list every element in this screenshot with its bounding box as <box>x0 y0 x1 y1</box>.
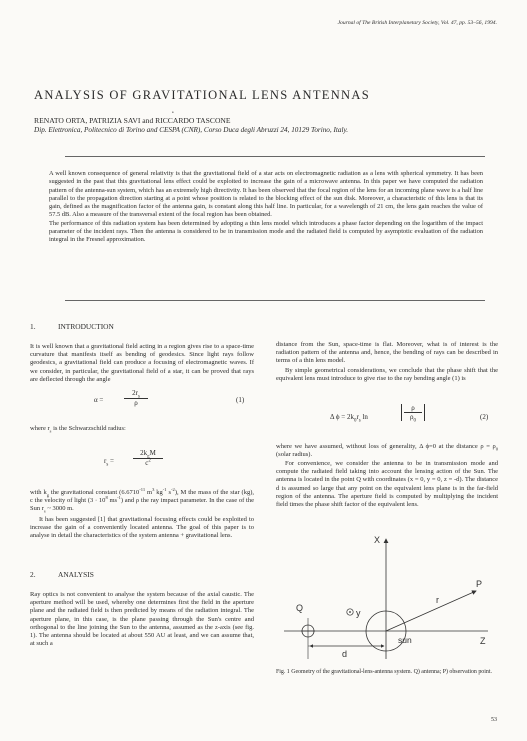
constants-text-6: ), M the mass of the star (kg), c the velocity of light (3 · 10 <box>30 489 254 505</box>
equation-rs-numerator-sub: g <box>147 454 150 460</box>
r-vector-label: r <box>436 595 439 605</box>
article-title: ANALYSIS OF GRAVITATIONAL LENS ANTENNAS <box>34 88 370 102</box>
right-paragraph-3-sub: 0 <box>495 446 498 452</box>
section-1-number: 1. <box>30 322 36 331</box>
r-vector <box>386 591 476 631</box>
constants-sup-2: 3 <box>152 486 155 492</box>
equation-2-mid-sub: s <box>358 418 361 424</box>
constants-sup-5: 8 <box>105 495 108 501</box>
equation-2-ln: ln <box>360 413 368 421</box>
equation-rs-denominator: c <box>145 459 149 468</box>
abstract-paragraph-2: The performance of this radiation system has been determined by adopting a thin lens model which introduces a phase factor depending on the logarithm of the impact parameter of the incident rays. Then the antenna is considered to be in transmission mode and the radiated field is computed by asymptotic evaluation of the radiation integral in the Fresnel approximation. <box>49 219 483 243</box>
right-paragraph-3-rest: (solar radius). <box>276 451 313 459</box>
equation-2-mid: r <box>356 413 359 421</box>
abstract-bottom-rule <box>65 300 485 301</box>
intro-paragraph-4: It has been suggested [1] that gravitational focusing effects could be exploited to increase the gain of a conveniently located antenna. The goal of this paper is to analyse in detail the characteristics of the system antenna + gravitational lens. <box>30 516 254 540</box>
constants-sup-3: -1 <box>162 486 167 492</box>
equation-rs-equals: = <box>110 457 114 465</box>
equation-1-numerator-sub: s <box>137 394 140 400</box>
figure-1-diagram <box>276 533 494 663</box>
y-axis-label: y <box>356 608 361 618</box>
right-paragraph-1: distance from the Sun, space-time is flat. Moreover, what is of interest is the radiation pattern of the antenna and, hence, the bending of rays can be described in terms of a thin lens model. <box>276 341 498 365</box>
article-affiliation: Dip. Elettronica, Politecnico di Torino and CESPA (CNR), Corso Duca degli Abruzzi 24, 10129 Torino, Italy. <box>34 126 349 134</box>
constants-text-7: ms <box>107 497 118 505</box>
intro-paragraph-1: It is well known that a gravitational field acting in a region gives rise to a space-time curvature that manifests itself as bending of geodesics. Since light rays follow geodesics, a gravitational field can produce a focusing of electromagnetic waves. If we consider, in particular, the gravitational field of a star, it can be proved that rays are deflected through the angle <box>30 343 254 383</box>
schwarzschild-text: where r <box>30 425 50 432</box>
constants-paragraph <box>30 486 254 514</box>
equation-1-lhs: α = <box>94 396 104 404</box>
section-1-heading <box>30 322 114 331</box>
abstract-paragraph-1: A well known consequence of general relativity is that the gravitational field of a star acts on electromagnetic radiation as a lens with spherical symmetry. It has been suggested in the past that this gravitational lens effect could be exploited to increase the gain of a microwave antenna. In this paper we have computed the radiation pattern of the antenna-sun system, which has an extremely high directivity. It has been observed that the focal region of the lens for an incoming plane wave is a half line parallel to the propagation direction starting at a point whose position is related to the blocking effect of the sun disk. Moreover, a characteristic of this lens is that its gain, defined as the magnification factor of the antenna gain, is constant along this half line. In particular, for a wavelength of 21 cm, the lens gain reaches the value of 57.5 dB. Also a measure of the transversal extent of the focal region has been obtained. <box>49 170 483 219</box>
constants-text-8: ) and ρ the ray impact parameter. In the case of the Sun r <box>30 497 254 513</box>
constants-sup-6: -1 <box>117 495 121 501</box>
right-paragraph-4: For convenience, we consider the antenna to be in transmission mode and compute the radiated field taking into account the lensing action of the Sun. The antenna is located in the point Q with coordinates (x = 0, y = 0, z = -d). The distance d is assumed so large that any point on the equivalent lens plane is in the far-field region of the antenna. The aperture field is computed by multiplying the incident field times the phase shift factor of the equivalent lens. <box>276 460 498 509</box>
equation-rs-fraction <box>133 449 163 467</box>
equation-1-tag: (1) <box>236 396 245 404</box>
y-axis-dot <box>349 611 351 613</box>
constants-text-4: kg <box>154 489 163 496</box>
schwarzschild-sub: s <box>49 428 52 434</box>
abstract <box>49 170 483 244</box>
right-paragraph-3 <box>276 443 498 459</box>
journal-header: Journal of The British Interplanetary Society, Vol. 47, pp. 53–56, 1994. <box>337 20 497 26</box>
equation-1-numerator: 2r <box>132 389 138 397</box>
constants-sup-4: -2 <box>171 486 175 492</box>
equation-2 <box>330 413 368 424</box>
distance-label: d <box>342 649 348 659</box>
figure-1-caption: Fig. 1 Geometry of the gravitational-lens-antenna system. Q) antenna; P) observation point. <box>276 669 492 675</box>
equation-2-denominator: ρ <box>410 413 414 421</box>
analysis-paragraph-1: Ray optics is not convenient to analyse the system because of the axial caustic. The aperture method will be used, whereby one determines first the field in the aperture plane and the radiated field is then predicted by means of the radiation integral. The aperture plane, in this case, is the plane passing through the Sun's centre and orthogonal to the line joining the Sun to the antenna, assumed as the z-axis (see fig. 1). The antenna should be located at about 550 AU at least, and we can assume that, at such a <box>30 591 254 648</box>
constants-sub-2: s <box>43 508 46 514</box>
section-2-title: ANALYSIS <box>58 570 94 579</box>
equation-rs <box>104 457 114 468</box>
equation-2-fraction <box>401 404 425 424</box>
constants-text-9: ~ 3000 m. <box>45 505 74 513</box>
equation-rs-numerator-rest: M <box>149 449 156 457</box>
constants-text-3: m <box>145 489 153 496</box>
equation-2-numerator: ρ <box>411 404 415 412</box>
page-number: 53 <box>491 717 497 723</box>
section-1-title: INTRODUCTION <box>58 322 114 331</box>
antenna-label: Q <box>296 603 304 613</box>
equation-1 <box>94 396 103 404</box>
equation-rs-numerator: 2k <box>140 449 148 457</box>
observation-point-label: P <box>476 579 483 589</box>
sun-label: sun <box>398 635 412 645</box>
equation-1-denominator: ρ <box>134 399 138 408</box>
constants-text-5: s <box>166 489 172 496</box>
constants-sub-1: g <box>46 492 50 498</box>
section-2-number: 2. <box>30 570 36 579</box>
author-mark: • <box>172 111 174 116</box>
z-axis-label: Z <box>480 636 486 646</box>
article-authors: RENATO ORTA, PATRIZIA SAVI and RICCARDO TASCONE <box>34 116 231 125</box>
equation-2-lhs-sub: 0 <box>354 418 357 424</box>
section-2-heading <box>30 570 94 579</box>
right-paragraph-2: By simple geometrical considerations, we conclude that the phase shift that the equivalent lens must introduce to give rise to the ray bending angle (1) is <box>276 367 498 383</box>
schwarzschild-intro <box>30 425 254 433</box>
equation-2-denominator-sub: 0 <box>413 418 416 424</box>
equation-2-lhs: Δ ϕ = 2k <box>330 413 354 421</box>
constants-text-1: with k <box>30 489 47 496</box>
right-paragraph-3-text: where we have assumed, without loss of generality, Δ ϕ=0 at the distance ρ = ρ <box>276 443 496 450</box>
constants-sup-1: -11 <box>139 486 146 492</box>
equation-rs-denominator-sup: 2 <box>148 459 151 465</box>
schwarzschild-rest: is the Schwarzschild radius: <box>51 425 126 432</box>
equation-rs-lhs-sub: s <box>106 462 109 468</box>
constants-text-2: the gravitational constant (6.6710 <box>49 489 140 496</box>
equation-rs-lhs: r <box>104 457 107 465</box>
equation-2-tag: (2) <box>480 413 489 421</box>
x-axis-label: X <box>374 535 381 545</box>
equation-1-fraction <box>124 389 148 407</box>
abstract-top-rule <box>65 156 485 157</box>
